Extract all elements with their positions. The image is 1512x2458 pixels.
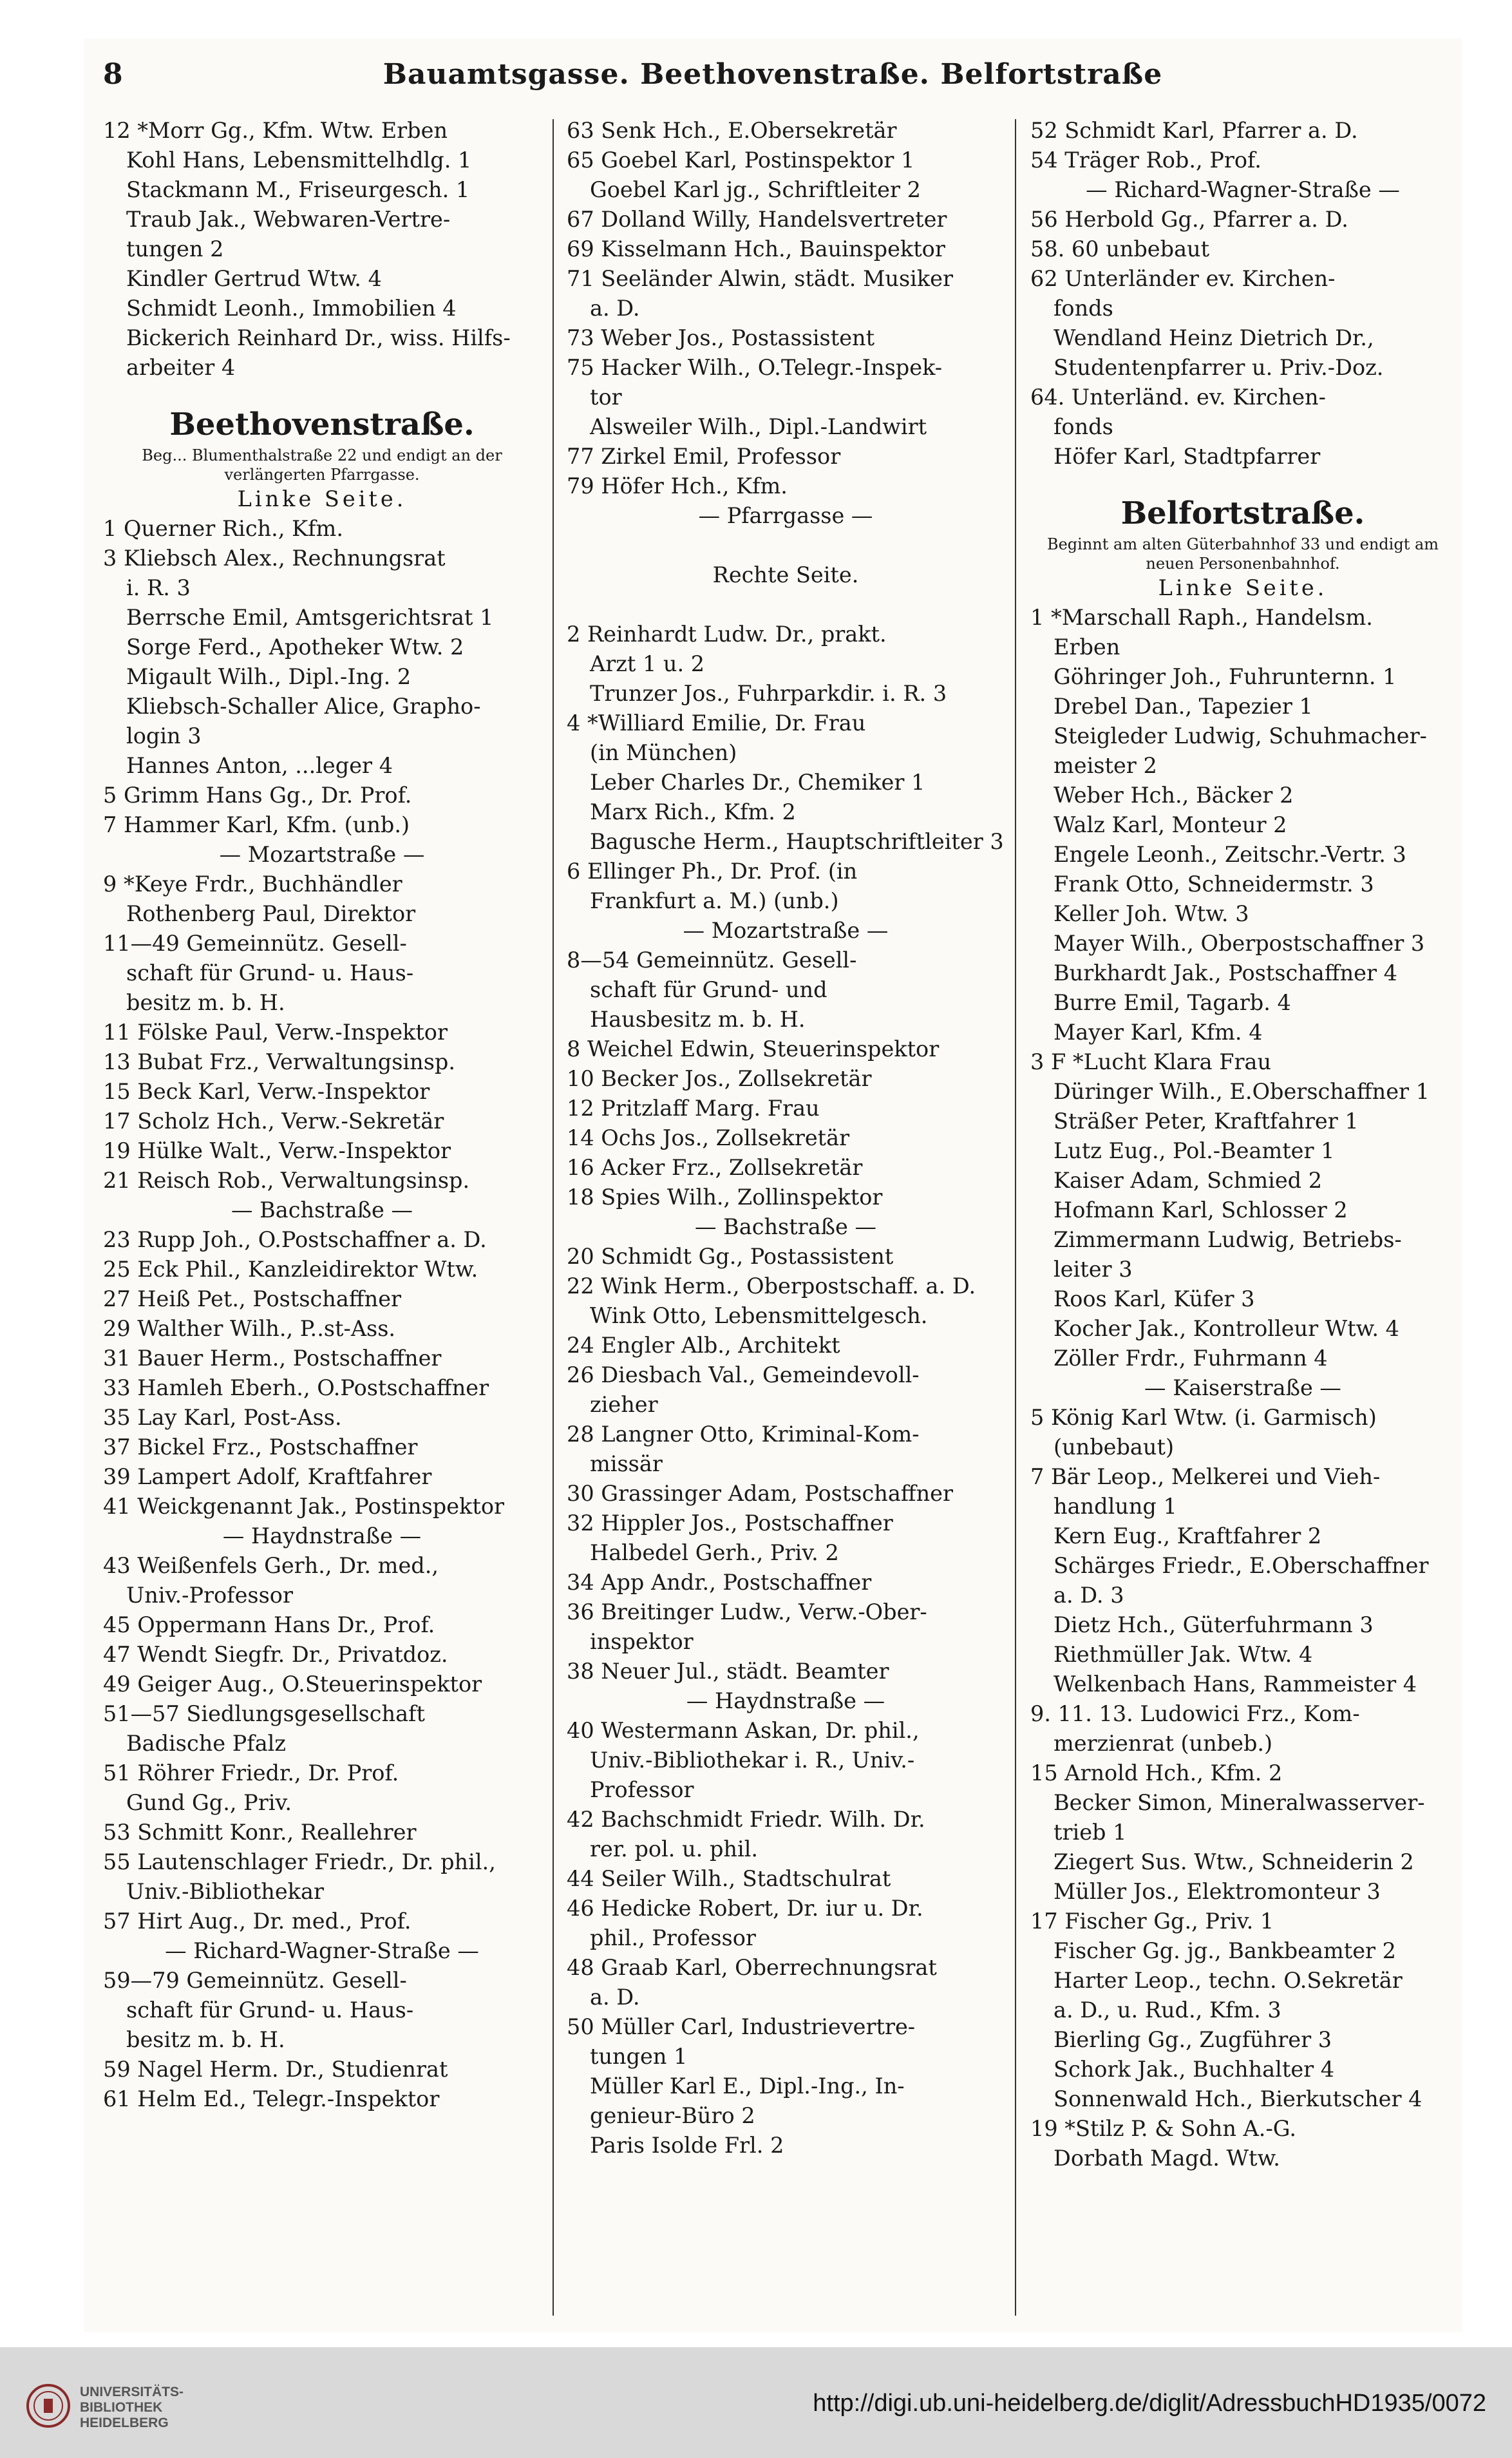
address-entry: 11 Fölske Paul, Verw.-Inspektor	[103, 1020, 448, 1045]
address-entry: 7 Bär Leop., Melkerei und Vieh-	[1030, 1464, 1381, 1489]
address-entry: 75 Hacker Wilh., O.Telegr.-Inspek-	[567, 355, 943, 380]
page-header	[84, 58, 1462, 103]
address-entry: Trunzer Jos., Fuhrparkdir. i. R. 3	[590, 681, 947, 706]
address-entry: Rechte Seite.	[712, 562, 859, 587]
address-entry: Bierling Gg., Zugführer 3	[1054, 2027, 1332, 2052]
address-entry: Rothenberg Paul, Direktor	[126, 901, 416, 926]
address-entry: 11—49 Gemeinnütz. Gesell-	[103, 931, 407, 956]
address-entry: Hofmann Karl, Schlosser 2	[1054, 1197, 1348, 1223]
address-entry: 9 *Keye Frdr., Buchhändler	[103, 872, 402, 897]
address-entry: schaft für Grund- u. Haus-	[126, 960, 414, 986]
address-entry: Alsweiler Wilh., Dipl.-Landwirt	[590, 414, 927, 439]
address-entry: 18 Spies Wilh., Zollinspektor	[567, 1185, 883, 1210]
address-entry: missär	[590, 1451, 663, 1476]
address-entry: Kern Eug., Kraftfahrer 2	[1054, 1523, 1322, 1548]
address-entry: Düringer Wilh., E.Oberschaffner 1	[1054, 1079, 1430, 1104]
address-entry: 19 Hülke Walt., Verw.-Inspektor	[103, 1138, 451, 1163]
entry-list	[103, 116, 541, 383]
address-entry: Professor	[590, 1777, 694, 1802]
address-entry: Sträßer Peter, Kraftfahrer 1	[1054, 1109, 1359, 1134]
column-divider	[1015, 119, 1016, 2316]
address-entry: 34 App Andr., Postschaffner	[567, 1570, 872, 1595]
address-entry: 27 Heiß Pet., Postschaffner	[103, 1286, 402, 1311]
address-entry: Fischer Gg. jg., Bankbeamter 2	[1054, 1938, 1396, 1963]
address-entry: 56 Herbold Gg., Pfarrer a. D.	[1030, 207, 1348, 232]
address-entry: 47 Wendt Siegfr. Dr., Privatdoz.	[103, 1642, 448, 1667]
page-number: 8	[103, 58, 123, 91]
address-entry: Roos Karl, Küfer 3	[1054, 1286, 1255, 1311]
address-entry: 44 Seiler Wilh., Stadtschulrat	[567, 1866, 891, 1891]
address-entry: Berrsche Emil, Amtsgerichtsrat 1	[126, 605, 494, 630]
address-entry: Müller Jos., Elektromonteur 3	[1054, 1879, 1381, 1904]
address-entry: Ziegert Sus. Wtw., Schneiderin 2	[1054, 1849, 1414, 1874]
address-entry: 15 Arnold Hch., Kfm. 2	[1030, 1760, 1283, 1786]
address-entry: 29 Walther Wilh., P..st-Ass.	[103, 1316, 396, 1341]
address-entry: 58. 60 unbebaut	[1030, 236, 1210, 262]
address-entry: Marx Rich., Kfm. 2	[590, 799, 796, 824]
address-entry: Riethmüller Jak. Wtw. 4	[1054, 1642, 1313, 1667]
address-entry: 73 Weber Jos., Postassistent	[567, 325, 875, 350]
column-middle	[567, 116, 1005, 2160]
address-entry: 59 Nagel Herm. Dr., Studienrat	[103, 2057, 448, 2082]
address-entry: 15 Beck Karl, Verw.-Inspektor	[103, 1079, 430, 1104]
address-entry: 79 Höfer Hch., Kfm.	[567, 473, 788, 499]
address-entry: 31 Bauer Herm., Postschaffner	[103, 1346, 442, 1371]
address-entry: Harter Leop., techn. O.Sekretär	[1054, 1968, 1403, 1993]
address-entry: 51—57 Siedlungsgesellschaft	[103, 1701, 425, 1726]
address-entry: Schork Jak., Buchhalter 4	[1054, 2057, 1335, 2082]
address-entry: 38 Neuer Jul., städt. Beamter	[567, 1659, 889, 1684]
address-entry: Gund Gg., Priv.	[126, 1790, 292, 1815]
address-entry: 26 Diesbach Val., Gemeindevoll-	[567, 1362, 920, 1387]
address-entry: Engele Leonh., Zeitschr.-Vertr. 3	[1054, 842, 1406, 867]
address-entry: leiter 3	[1054, 1257, 1133, 1282]
address-entry: 55 Lautenschlager Friedr., Dr. phil.,	[103, 1849, 496, 1874]
address-entry: 1 Querner Rich., Kfm.	[103, 516, 343, 541]
address-entry: 25 Eck Phil., Kanzleidirektor Wtw.	[103, 1257, 478, 1282]
scanned-page	[84, 39, 1462, 2332]
address-entry: Walz Karl, Monteur 2	[1054, 812, 1287, 837]
address-entry: Kliebsch-Schaller Alice, Grapho-	[126, 694, 481, 719]
address-entry	[567, 531, 1005, 560]
address-entry: Hannes Anton, ...leger 4	[126, 753, 393, 778]
address-entry: 1 *Marschall Raph., Handelsm.	[1030, 605, 1373, 630]
address-entry: Migault Wilh., Dipl.-Ing. 2	[126, 664, 411, 689]
address-entry: handlung 1	[1054, 1494, 1177, 1519]
address-entry: Studentenpfarrer u. Priv.-Doz.	[1054, 355, 1384, 380]
column-left	[103, 116, 541, 2114]
address-entry: a. D.	[590, 296, 640, 321]
address-entry: Halbedel Gerh., Priv. 2	[590, 1540, 839, 1565]
university-library-seal-icon	[26, 2383, 71, 2428]
address-entry: 21 Reisch Rob., Verwaltungsinsp.	[103, 1168, 470, 1193]
address-entry: phil., Professor	[590, 1925, 756, 1950]
address-entry: 40 Westermann Askan, Dr. phil.,	[567, 1718, 920, 1743]
address-entry: Mayer Wilh., Oberpostschaffner 3	[1054, 931, 1425, 956]
address-entry: 53 Schmitt Konr., Reallehrer	[103, 1820, 417, 1845]
address-entry: 37 Bickel Frz., Postschaffner	[103, 1434, 418, 1460]
address-entry: genieur-Büro 2	[590, 2103, 755, 2128]
address-entry: Wink Otto, Lebensmittelgesch.	[590, 1303, 928, 1328]
street-heading: Belfortstraße.	[1120, 495, 1365, 531]
street-heading: Beethovenstraße.	[169, 406, 475, 443]
address-entry: Schmidt Leonh., Immobilien 4	[126, 296, 457, 321]
address-entry: Weber Hch., Bäcker 2	[1054, 783, 1294, 808]
address-entry: Sonnenwald Hch., Bierkutscher 4	[1054, 2086, 1422, 2111]
address-entry: Univ.-Professor	[126, 1583, 293, 1608]
address-entry: 7 Hammer Karl, Kfm. (unb.)	[103, 812, 410, 837]
address-entry: (in München)	[590, 740, 737, 765]
cross-street-label: — Mozartstraße —	[683, 918, 889, 943]
address-entry: Burre Emil, Tagarb. 4	[1054, 990, 1291, 1015]
address-entry: Kocher Jak., Kontrolleur Wtw. 4	[1054, 1316, 1399, 1341]
address-entry: Dietz Hch., Güterfuhrmann 3	[1054, 1612, 1374, 1637]
address-entry: 28 Langner Otto, Kriminal-Kom-	[567, 1422, 920, 1447]
address-entry	[567, 590, 1005, 620]
entry-list	[1030, 116, 1455, 472]
address-entry: Welkenbach Hans, Rammeister 4	[1054, 1672, 1417, 1697]
address-entry: besitz m. b. H.	[126, 2027, 285, 2052]
address-entry: schaft für Grund- u. Haus-	[126, 1997, 414, 2023]
address-entry: 63 Senk Hch., E.Obersekretär	[567, 118, 897, 143]
address-entry: Wendland Heinz Dietrich Dr.,	[1054, 325, 1374, 350]
address-entry: Leber Charles Dr., Chemiker 1	[590, 770, 925, 795]
address-entry: Baguschе Herm., Hauptschriftleiter 3	[590, 829, 1004, 854]
entry-list	[103, 514, 541, 2114]
address-entry: Zimmermann Ludwig, Betriebs-	[1054, 1227, 1402, 1252]
address-entry: 54 Träger Rob., Prof.	[1030, 148, 1262, 173]
address-entry: 36 Breitinger Ludw., Verw.-Ober-	[567, 1599, 927, 1624]
address-entry: 62 Unterländer ev. Kirchen-	[1030, 266, 1336, 291]
address-entry: 13 Bubat Frz., Verwaltungsinsp.	[103, 1049, 455, 1074]
address-entry: Badische Pfalz	[126, 1731, 287, 1756]
address-entry: Burkhardt Jak., Postschaffner 4	[1054, 960, 1397, 986]
address-entry: 64. Unterländ. ev. Kirchen-	[1030, 385, 1326, 410]
cross-street-label: — Haydnstraße —	[686, 1688, 885, 1713]
address-entry: 16 Acker Frz., Zollsekretär	[567, 1155, 863, 1180]
address-entry: Bickerich Reinhard Dr., wiss. Hilfs-	[126, 325, 511, 350]
cross-street-label: — Bachstraße —	[231, 1197, 413, 1223]
address-entry: Dorbath Magd. Wtw.	[1054, 2146, 1280, 2171]
address-entry: 69 Kisselmann Hch., Bauinspektor	[567, 236, 945, 262]
address-entry: zieher	[590, 1392, 658, 1417]
address-entry: Hausbesitz m. b. H.	[590, 1007, 806, 1032]
address-entry: 57 Hirt Aug., Dr. med., Prof.	[103, 1909, 411, 1934]
address-entry: 10 Becker Jos., Zollsekretär	[567, 1066, 872, 1091]
address-entry: Frankfurt a. M.) (unb.)	[590, 888, 839, 913]
address-entry: 14 Ochs Jos., Zollsekretär	[567, 1125, 850, 1150]
cross-street-label: — Richard-Wagner-Straße —	[165, 1938, 479, 1963]
address-entry: Steigleder Ludwig, Schuhmacher-	[1054, 723, 1427, 748]
address-entry: Höfer Karl, Stadtpfarrer	[1054, 444, 1321, 469]
page-title: Bauamtsgasse. Beethovenstraße. Belfortstraße	[383, 58, 1163, 91]
cross-street-label: — Haydnstraße —	[222, 1523, 422, 1548]
address-entry: 8—54 Gemeinnütz. Gesell-	[567, 948, 857, 973]
side-label: Linke Seite.	[237, 486, 407, 511]
cross-street-label: — Kaiserstraße —	[1144, 1375, 1341, 1400]
address-entry: meister 2	[1054, 753, 1157, 778]
address-entry: 8 Weichel Edwin, Steuerinspektor	[567, 1036, 940, 1062]
address-entry: 19 *Stilz P. & Sohn A.-G.	[1030, 2116, 1296, 2141]
address-entry: 50 Müller Carl, Industrievertre-	[567, 2014, 916, 2039]
address-entry: 77 Zirkel Emil, Professor	[567, 444, 841, 469]
address-entry: 12 *Morr Gg., Kfm. Wtw. Erben	[103, 118, 448, 143]
address-entry: Drebel Dan., Tapezier 1	[1054, 694, 1313, 719]
address-entry: a. D., u. Rud., Kfm. 3	[1054, 1997, 1281, 2023]
address-entry: Traub Jak., Webwaren-Vertre-	[126, 207, 451, 232]
address-entry: i. R. 3	[126, 575, 191, 600]
address-entry: tungen 1	[590, 2044, 688, 2069]
address-entry: Becker Simon, Mineralwasserver-	[1054, 1790, 1425, 1815]
cross-street-label: — Richard-Wagner-Straße —	[1086, 177, 1400, 202]
address-entry: tor	[590, 385, 622, 410]
address-entry: 43 Weißenfels Gerh., Dr. med.,	[103, 1553, 439, 1578]
address-entry: 23 Rupp Joh., O.Postschaffner a. D.	[103, 1227, 487, 1252]
address-entry: 39 Lampert Adolf, Kraftfahrer	[103, 1464, 432, 1489]
address-entry: 22 Wink Herm., Oberpostschaff. a. D.	[567, 1273, 976, 1299]
address-entry: Kindler Gertrud Wtw. 4	[126, 266, 382, 291]
address-entry: trieb 1	[1054, 1820, 1127, 1845]
address-entry: Mayer Karl, Kfm. 4	[1054, 1020, 1263, 1045]
address-entry: 49 Geiger Aug., O.Steuerinspektor	[103, 1672, 482, 1697]
address-entry: arbeiter 4	[126, 355, 236, 380]
address-entry: Zöller Frdr., Fuhrmann 4	[1054, 1346, 1328, 1371]
address-entry: 5 König Karl Wtw. (i. Garmisch)	[1030, 1405, 1377, 1430]
address-entry: Stackmann M., Friseurgesch. 1	[126, 177, 470, 202]
address-entry: Kaiser Adam, Schmied 2	[1054, 1168, 1323, 1193]
address-entry: Erben	[1054, 634, 1120, 660]
address-entry: 9. 11. 13. Ludowici Frz., Kom-	[1030, 1701, 1360, 1726]
source-url[interactable]: http://digi.ub.uni-heidelberg.de/diglit/AdressbuchHD1935/0072	[813, 2390, 1486, 2417]
address-entry: fonds	[1054, 296, 1113, 321]
address-entry: Schärges Friedr., E.Oberschaffner	[1054, 1553, 1429, 1578]
address-entry: tungen 2	[126, 236, 224, 262]
cross-street-label: — Pfarrgasse —	[698, 503, 873, 528]
address-entry: 32 Hippler Jos., Postschaffner	[567, 1510, 893, 1536]
library-name: UNIVERSITÄTS- BIBLIOTHEK HEIDELBERG	[80, 2385, 184, 2430]
address-entry: 20 Schmidt Gg., Postassistent	[567, 1244, 894, 1269]
address-entry: fonds	[1054, 414, 1113, 439]
address-entry: 52 Schmidt Karl, Pfarrer a. D.	[1030, 118, 1358, 143]
address-entry: 5 Grimm Hans Gg., Dr. Prof.	[103, 783, 412, 808]
address-entry: 48 Graab Karl, Oberrechnungsrat	[567, 1955, 937, 1980]
address-entry: 24 Engler Alb., Architekt	[567, 1333, 840, 1358]
side-label: Linke Seite.	[1158, 575, 1328, 600]
entry-list	[1030, 603, 1455, 2173]
address-entry: 61 Helm Ed., Telegr.-Inspektor	[103, 2086, 440, 2111]
street-note: Beginnt am alten Güterbahnhof 33 und endigt am neuen Personenbahnhof.	[1046, 535, 1439, 573]
address-entry: Sorge Ferd., Apotheker Wtw. 2	[126, 634, 464, 660]
address-entry: login 3	[126, 723, 202, 748]
address-entry: 45 Oppermann Hans Dr., Prof.	[103, 1612, 435, 1637]
address-entry: Univ.-Bibliothekar	[126, 1879, 324, 1904]
address-entry: Arzt 1 u. 2	[590, 651, 705, 676]
cross-street-label: — Mozartstraße —	[219, 842, 425, 867]
address-entry: 59—79 Gemeinnütz. Gesell-	[103, 1968, 407, 1993]
address-entry: besitz m. b. H.	[126, 990, 285, 1015]
column-divider	[553, 119, 554, 2316]
address-entry: 33 Hamleh Eberh., O.Postschaffner	[103, 1375, 489, 1400]
address-entry: 3 Kliebsch Alex., Rechnungsrat	[103, 546, 446, 571]
address-entry: 65 Goebel Karl, Postinspektor 1	[567, 148, 915, 173]
address-entry: 67 Dolland Willy, Handelsvertreter	[567, 207, 947, 232]
address-entry: 51 Röhrer Friedr., Dr. Prof.	[103, 1760, 399, 1786]
address-entry: 30 Grassinger Adam, Postschaffner	[567, 1481, 954, 1506]
address-entry: schaft für Grund- und	[590, 977, 827, 1002]
address-entry: Müller Karl E., Dipl.-Ing., In-	[590, 2073, 905, 2099]
viewer-footer	[0, 2347, 1512, 2458]
address-entry: Frank Otto, Schneidermstr. 3	[1054, 872, 1374, 897]
address-entry: Göhringer Joh., Fuhrunternn. 1	[1054, 664, 1397, 689]
address-entry: merzienrat (unbeb.)	[1054, 1731, 1273, 1756]
address-entry: Keller Joh. Wtw. 3	[1054, 901, 1249, 926]
address-entry: Paris Isolde Frl. 2	[590, 2133, 784, 2158]
address-entry: rer. pol. u. phil.	[590, 1836, 759, 1862]
address-entry: 35 Lay Karl, Post-Ass.	[103, 1405, 342, 1430]
entry-list	[567, 116, 1005, 2160]
address-entry: inspektor	[590, 1629, 694, 1654]
cross-street-label: — Bachstraße —	[694, 1214, 877, 1239]
address-entry: 6 Ellinger Ph., Dr. Prof. (in	[567, 859, 858, 884]
address-entry: Goebel Karl jg., Schriftleiter 2	[590, 177, 921, 202]
address-entry: 41 Weickgenannt Jak., Postinspektor	[103, 1494, 505, 1519]
address-entry: 3 F *Lucht Klara Frau	[1030, 1049, 1272, 1074]
address-entry: Lutz Eug., Pol.-Beamter 1	[1054, 1138, 1335, 1163]
address-entry: a. D. 3	[1054, 1583, 1124, 1608]
address-entry: (unbebaut)	[1054, 1434, 1175, 1460]
address-entry: Kohl Hans, Lebensmittelhdlg. 1	[126, 148, 472, 173]
column-right	[1030, 116, 1455, 2173]
street-note: Beg... Blumenthalstraße 22 und endigt an der verlängerten Pfarrgasse.	[142, 446, 502, 484]
address-entry: 42 Bachschmidt Friedr. Wilh. Dr.	[567, 1807, 925, 1832]
address-entry: 4 *Williard Emilie, Dr. Frau	[567, 710, 866, 736]
address-entry: 71 Seeländer Alwin, städt. Musiker	[567, 266, 953, 291]
address-entry: 12 Pritzlaff Marg. Frau	[567, 1096, 820, 1121]
address-entry: 17 Fischer Gg., Priv. 1	[1030, 1909, 1274, 1934]
address-entry: 46 Hedicke Robert, Dr. iur u. Dr.	[567, 1896, 923, 1921]
address-entry: 2 Reinhardt Ludw. Dr., prakt.	[567, 622, 887, 647]
address-entry: 17 Scholz Hch., Verw.-Sekretär	[103, 1109, 444, 1134]
address-entry: Univ.-Bibliothekar i. R., Univ.-	[590, 1748, 915, 1773]
address-entry: a. D.	[590, 1985, 640, 2010]
